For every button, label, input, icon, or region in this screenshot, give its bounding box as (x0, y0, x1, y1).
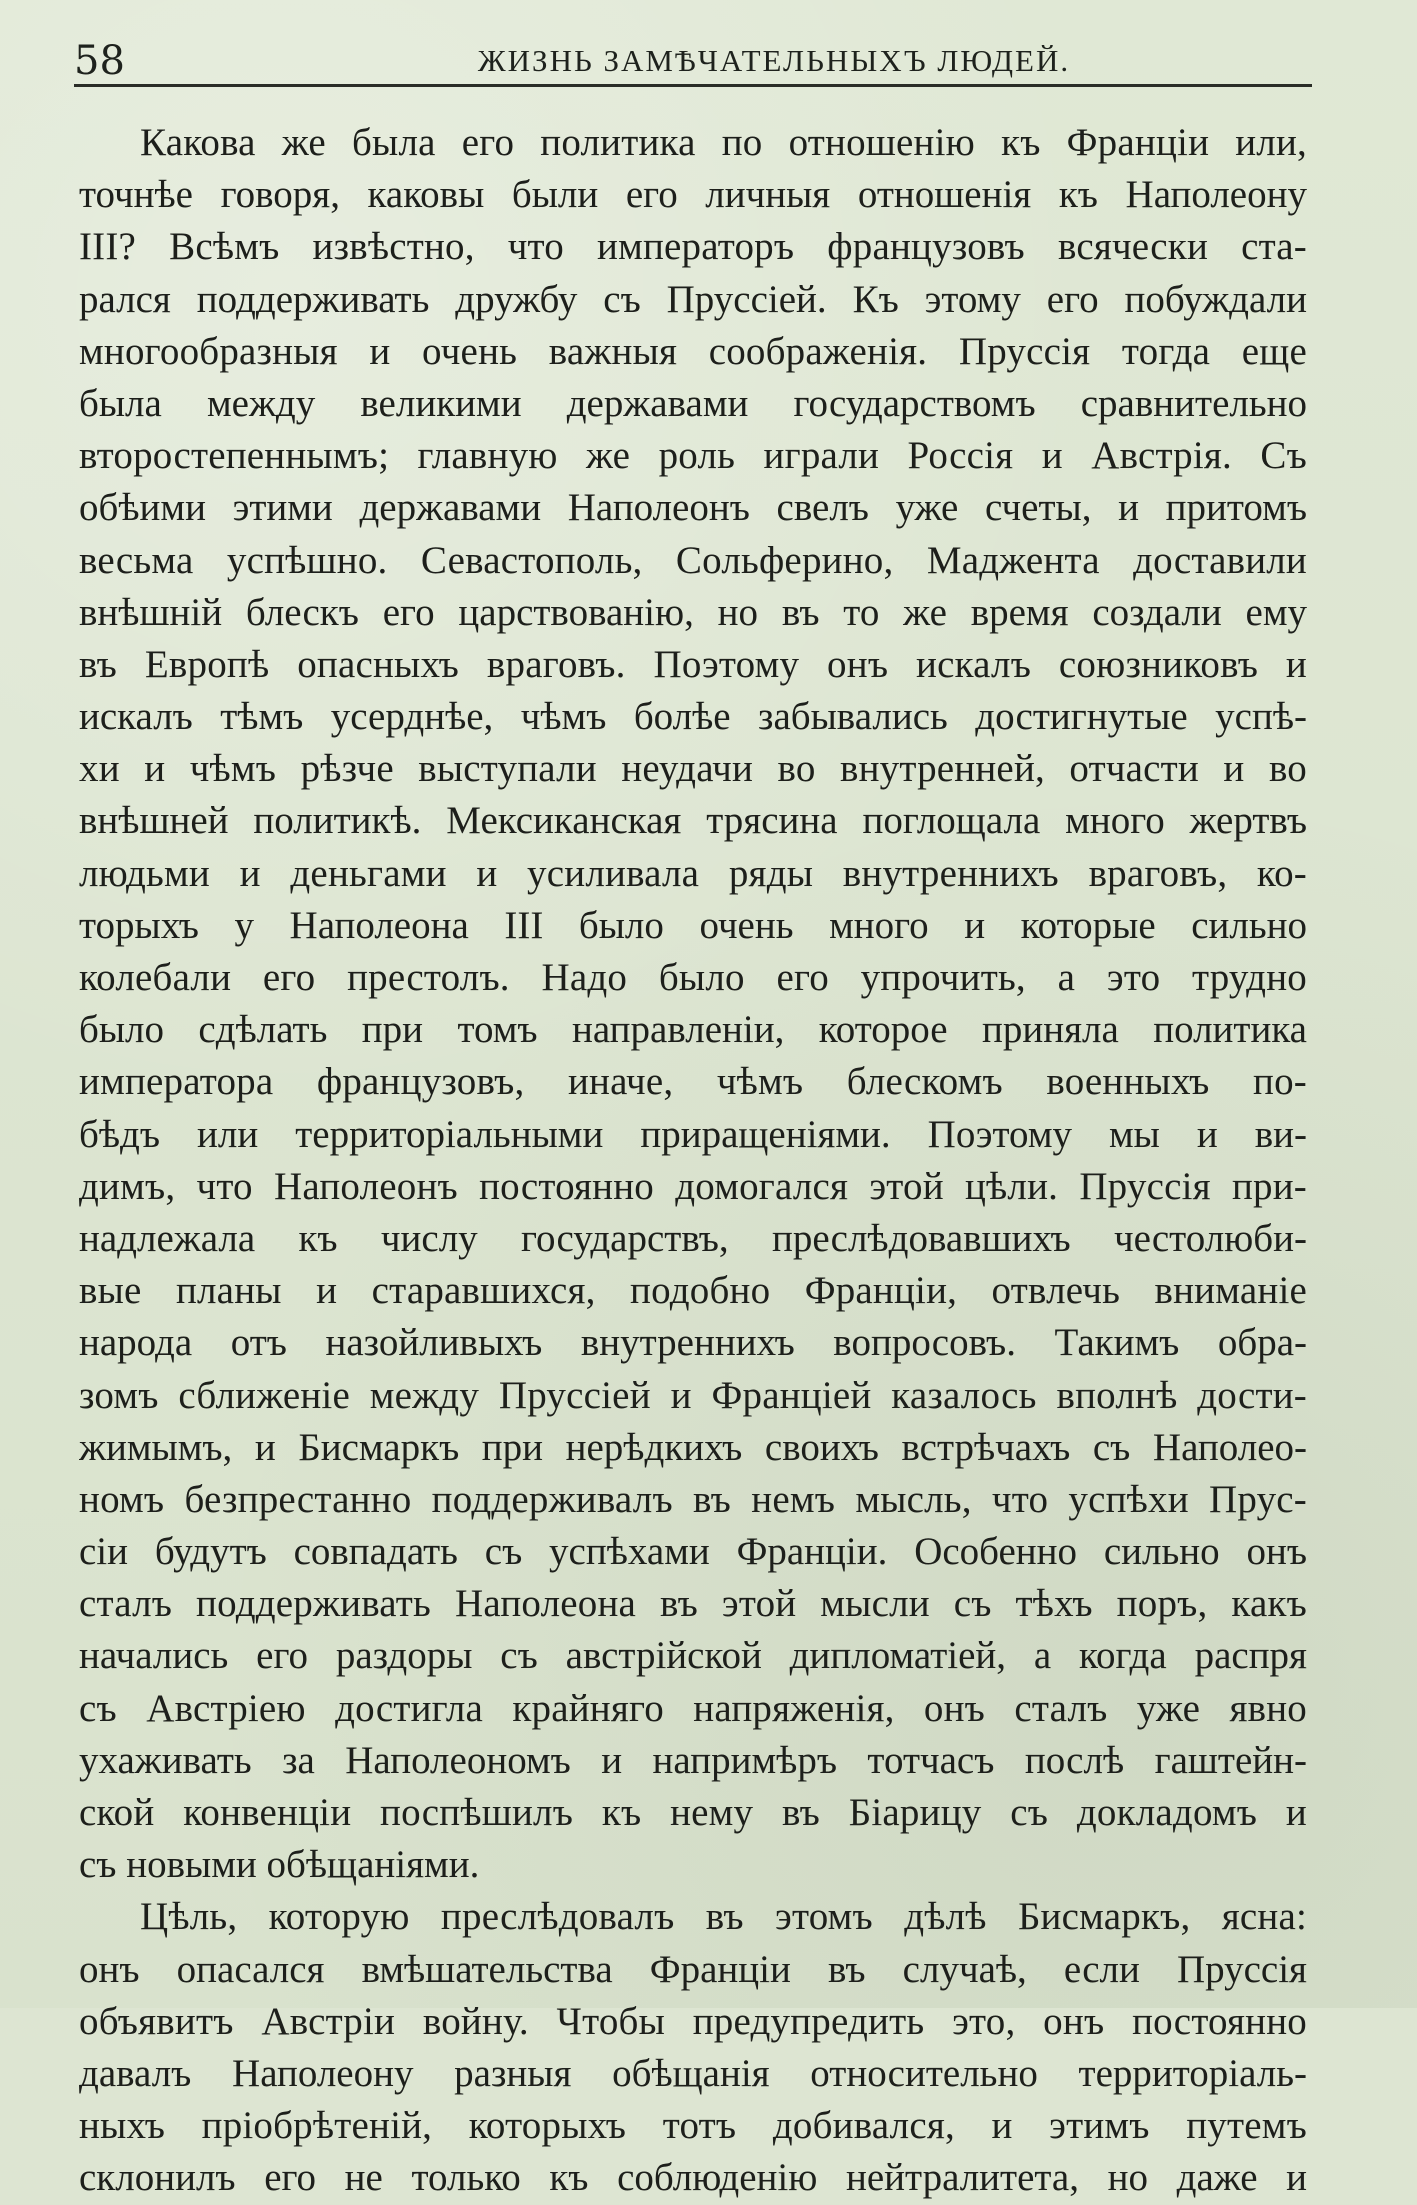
text-line: объявитъ Австріи войну. Чтобы предупредить это, онъ постоянно (79, 1999, 1307, 2043)
text-line: сіи будутъ совпадать съ успѣхами Франціи. Особенно сильно онъ (79, 1530, 1307, 1574)
text-line: начались его раздоры съ австрійской дипломатіей, а когда распря (79, 1634, 1307, 1678)
text-line: искалъ тѣмъ усерднѣе, чѣмъ болѣе забывались достигнутые успѣ- (79, 695, 1307, 739)
text-line: торыхъ у Наполеона III было очень много и которые сильно (79, 903, 1307, 947)
text-line: склонилъ его не только къ соблюденію нейтралитета, но даже и (79, 2156, 1307, 2200)
text-line: внѣшней политикѣ. Мексиканская трясина поглощала много жертвъ (79, 799, 1307, 843)
text-line: ской конвенціи поспѣшилъ къ нему въ Біарицу съ докладомъ и (79, 1791, 1307, 1834)
text-line: колебали его престолъ. Надо было его упрочить, а это трудно (79, 956, 1307, 999)
text-line: второстепеннымъ; главную же роль играли Россія и Австрія. Съ (79, 434, 1307, 478)
text-line: императора французовъ, иначе, чѣмъ блескомъ военныхъ по- (79, 1060, 1307, 1104)
page-header (74, 34, 1312, 88)
text-line: внѣшній блескъ его царствованію, но въ то же время создали ему (79, 590, 1307, 634)
text-line: весьма успѣшно. Севастополь, Сольферино, Маджента доставили (79, 538, 1307, 582)
text-line: сталъ поддерживать Наполеона въ этой мысли съ тѣхъ поръ, какъ (79, 1582, 1307, 1626)
header-rule (74, 84, 1312, 87)
text-line: ухаживать за Наполеономъ и напримѣръ тотчасъ послѣ гаштейн- (79, 1738, 1307, 1782)
text-line: надлежала къ числу государствъ, преслѣдовавшихъ честолюби- (79, 1216, 1307, 1260)
running-title: ЖИЗНЬ ЗАМѢЧАТЕЛЬНЫХЪ ЛЮДЕЙ. (477, 43, 1071, 78)
text-line: обѣими этими державами Наполеонъ свелъ уже счеты, и притомъ (79, 486, 1307, 530)
text-line: было сдѣлать при томъ направленіи, которое приняла политика (79, 1008, 1307, 1052)
text-line: народа отъ назойливыхъ внутреннихъ вопросовъ. Такимъ обра- (79, 1321, 1307, 1365)
text-line: была между великими державами государствомъ сравнительно (79, 381, 1307, 425)
text-line: съ новыми обѣщаніями. (79, 1843, 480, 1887)
text-line: жимымъ, и Бисмаркъ при нерѣдкихъ своихъ встрѣчахъ съ Наполео- (79, 1425, 1307, 1469)
text-line: димъ, что Наполеонъ постоянно домогался этой цѣли. Пруссія при- (79, 1164, 1307, 1208)
text-line: зомъ сближеніе между Пруссіей и Франціей казалось вполнѣ дости- (79, 1373, 1307, 1417)
text-line: онъ опасался вмѣшательства Франціи въ случаѣ, если Пруссія (79, 1947, 1307, 1991)
text-line: людьми и деньгами и усиливала ряды внутреннихъ враговъ, ко- (79, 851, 1307, 895)
page-number: 58 (74, 38, 125, 84)
text-line: точнѣе говоря, каковы были его личныя отношенія къ Наполеону (79, 173, 1307, 217)
text-line: въ Европѣ опасныхъ враговъ. Поэтому онъ искалъ союзниковъ и (79, 642, 1307, 686)
text-line: многообразныя и очень важныя соображенія. Пруссія тогда еще (79, 329, 1307, 373)
text-line: III? Всѣмъ извѣстно, что императоръ французовъ всячески ста- (79, 225, 1307, 269)
text-line: вые планы и старавшихся, подобно Франціи, отвлечь вниманіе (79, 1269, 1307, 1313)
text-line: хи и чѣмъ рѣзче выступали неудачи во внутренней, отчасти и во (79, 747, 1307, 791)
text-line: бѣдъ или территоріальными приращеніями. Поэтому мы и ви- (79, 1112, 1307, 1156)
text-line: Цѣль, которую преслѣдовалъ въ этомъ дѣлѣ Бисмаркъ, ясна: (140, 1895, 1307, 1939)
text-line: рался поддерживать дружбу съ Пруссіей. Къ этому его побуждали (79, 277, 1307, 321)
text-line: Какова же была его политика по отношенію къ Франціи или, (140, 121, 1307, 164)
text-line: номъ безпрестанно поддерживалъ въ немъ мысль, что успѣхи Прус- (79, 1477, 1307, 1521)
text-line: ныхъ пріобрѣтеній, которыхъ тотъ добивался, и этимъ путемъ (79, 2104, 1307, 2148)
body-text (79, 117, 1307, 2205)
text-line: давалъ Наполеону разныя обѣщанія относительно территоріаль- (79, 2051, 1307, 2095)
text-line: съ Австріею достигла крайняго напряженія, онъ сталъ уже явно (79, 1686, 1307, 1730)
